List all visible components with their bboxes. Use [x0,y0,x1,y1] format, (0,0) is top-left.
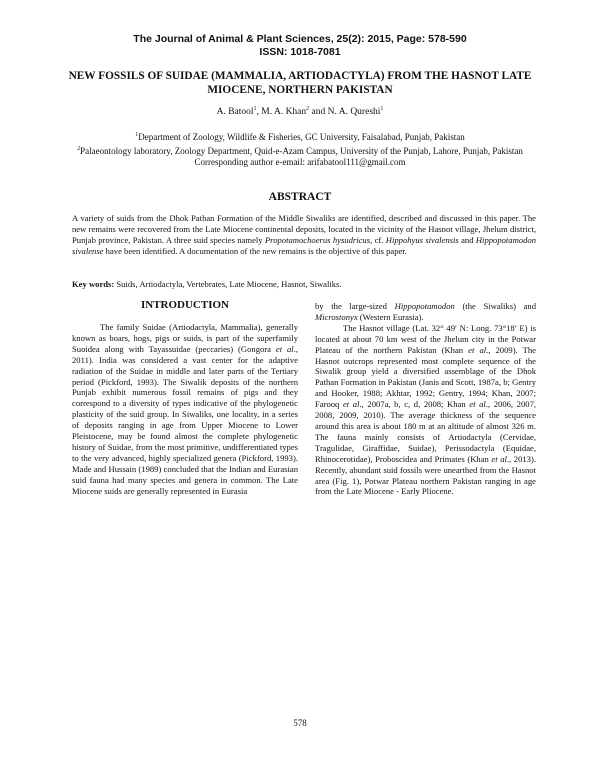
page-number: 578 [293,718,307,728]
text-segment: ., 2007a, b, c, d, 2008; Khan [359,399,470,410]
paper-title: NEW FOSSILS OF SUIDAE (MAMMALIA, ARTIODACTYLA) FROM THE HASNOT LATE MIOCENE, NORTHERN PAKISTAN [68,70,532,96]
text-segment: by the large-sized [315,301,395,311]
text-segment: (Western Eurasia). [357,311,424,322]
text-segment: The Hasnot village (Lat. 32° 49′ N: Long. 73°18′ E) is located at about 70 km west of the Jhelum city in the Potwar Plateau of the northern Pakistan (Khan [315,322,536,355]
keywords [72,279,536,290]
et-al: et al [275,343,294,354]
text-segment: ., 2013). Recently, abundant suid fossils were unearthed from the Hasnot area (Fig. 1), Potwar Plateau northern Pakistan ranging in age from the Late Miocene - Early Pliocene. [315,453,536,497]
abstract-segment: and [458,234,476,245]
introduction-heading: INTRODUCTION [140,299,229,311]
introduction-left-column [72,322,298,497]
author-line: A. Batool$^1$, M. A. Khan$^2$ and N. A. Qureshi$^1$ [216,106,384,118]
journal-header [0,33,600,59]
intro-paragraph-1-continued [315,301,536,323]
et-al: et al [469,399,486,410]
abstract-segment: have been identified. A documentation of the new remains is the objective of this paper. [103,245,407,256]
affiliation-text: Department of Zoology, Wildlife & Fisheries, GC University, Faisalabad, Punjab, Pakistan [138,132,465,142]
intro-paragraph-2 [315,323,536,498]
keywords-text: Suids, Artiodactyla, Vertebrates, Late Miocene, Hasnot, Siwaliks. [114,279,342,289]
author-name: A. Batool [216,107,254,118]
species-name: Propotamochoerus hysudricus, [264,234,373,245]
author-affiliation-mark: 2 [306,106,310,112]
keywords-label: Key words: [72,279,115,289]
affiliation-2 [70,144,530,158]
species-name: Hippopotamodon sivalense [72,234,536,256]
genus-name: Hippopotamodon [394,301,455,311]
affiliations [70,130,530,169]
text-segment: ., 2006, 2007, 2008, 2009, 2010). The average thickness of the sequence around this area is about 180 m at an altitude of almost 326 m. The fauna mainly consists of Artiodactyla (Cervidae, Tragulidae, Giraffidae, Suidae), Perissodactyla (Equidae, Rhinocerotidae), Proboscidea and Primates (Khan [315,399,537,464]
abstract-heading: ABSTRACT [268,191,332,203]
corresponding-author: Corresponding author e-email: arifabatool111@gmail.com [194,157,406,167]
affiliation-text: Palaeontology laboratory, Zoology Department, Quid-e-Azam Campus, University of the Punjab, Lahore, Punjab, Pakistan [80,145,523,156]
abstract-segment: cf. [372,234,386,245]
introduction-right-column [315,301,536,497]
species-name: Hippohyus sivalensis [385,234,459,245]
text-segment: ., 2009). The Hasnot outcrops represented most complete sequence of the Siwalik group yield a diversified assemblage of the Dhok Pathan Formation in Pakistan (Janis and Scott, 1987a, b; Gentry and Hooker, 1988; Akhtar, 1992; Gentry, 1994; Khan, 2007; Farooq [315,344,536,410]
et-al: et al [491,453,507,464]
et-al: et al [468,344,487,355]
author-name: M. A. Khan [261,107,307,118]
text-segment: ., 2011). India was considered a vast center for the adaptive radiation of the Suidae in middle and later parts of the Tertiary period (Pickford, 1993). The Siwalik deposits of the northern Punjab exhibit numerous fossil remains of pigs and they correspond to a diversity of types indicative of the phylogenetic plasticity of the suid group. In Siwaliks, one locality, in a series of deposits ranging in age from Upper Miocene to Lower Pleistocene, may be found almost the complete phylogenetic history of Suidae, from the most primitive, undifferentiated types to the very advanced, highly specialized genera (Pickford, 1993). Made and Hussain (1989) concluded that the Indian and Eurasian suid fauna had many species and genera in common. The Late Miocene suids are generally represented in Eurasia [72,343,298,496]
author-conjunction: and [311,107,326,118]
text-segment: The family Suidae (Artiodactyla, Mammalia), generally known as boars, hogs, pigs or suids, is part of the superfamily Suoidea along with Tayassuidae (peccaries) (Gongora [72,322,298,354]
abstract-segment: A variety of suids from the Dhok Pathan Formation of the Middle Siwaliks are identified, described and discussed in this paper. The new remains were recovered from the Late Miocene continental deposits, located in the vicinity of the Hasnot village, Jhelum district, Punjab province, Pakistan. A three suid species namely [72,213,536,245]
text-segment: (the Siwaliks) and [454,301,537,311]
journal-citation: The Journal of Animal & Plant Sciences, 25(2): 2015, Page: 578-590 [133,33,467,45]
author-affiliation-mark: 1 [380,106,384,112]
intro-paragraph-1 [72,322,298,497]
affiliation-1 [70,130,530,144]
abstract-text [72,213,536,257]
genus-name: Microstonyx [315,311,358,322]
author-affiliation-mark: 1 [253,106,257,112]
affiliation-mark: 2 [77,145,81,152]
affiliation-mark: 1 [135,132,139,138]
et-al: et al [342,399,360,410]
author-name: N. A. Qureshi [327,107,381,118]
journal-issn: ISSN: 1018-7081 [259,46,341,58]
